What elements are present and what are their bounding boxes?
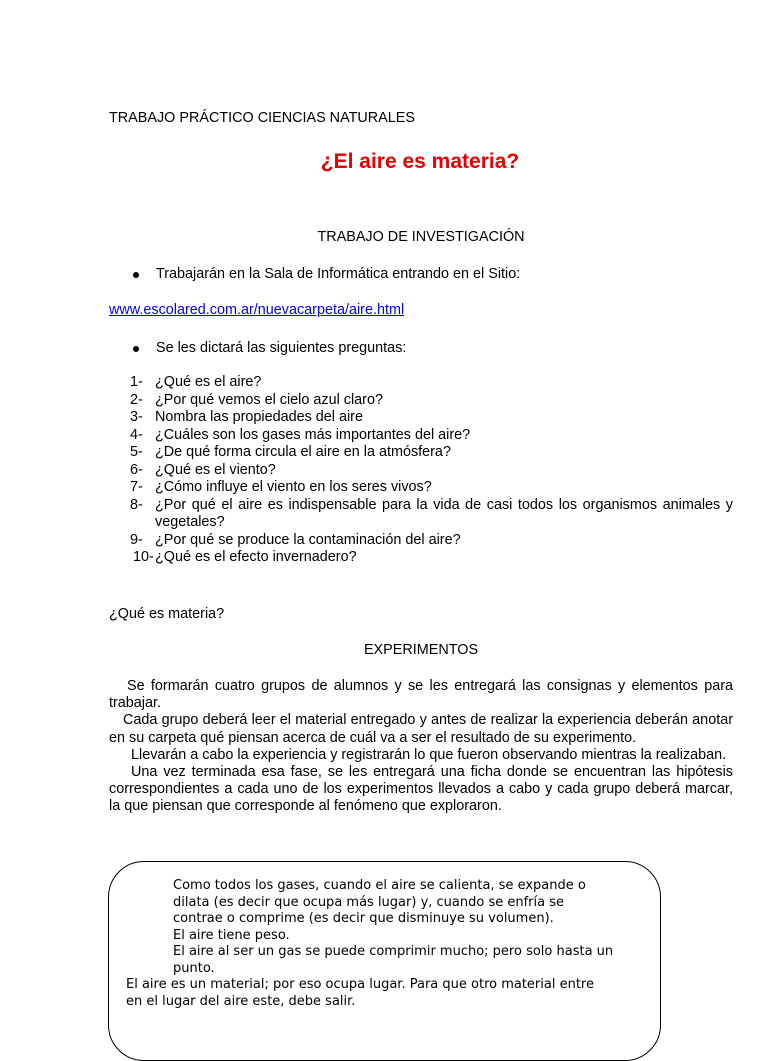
- question-number: 10-: [133, 549, 154, 565]
- question-number: 9-: [130, 531, 143, 548]
- box-line: dilata (es decir que ocupa más lugar) y, cuando se enfría se: [173, 894, 564, 910]
- bullet-icon: [133, 346, 139, 352]
- question-number: 2-: [130, 391, 143, 408]
- bullet-icon: [133, 272, 139, 278]
- question-text: ¿Por qué el aire es indispensable para la vida de casi todos los organismos animales y vegetales?: [155, 496, 733, 530]
- paragraph: Se formarán cuatro grupos de alumnos y se les entregará las consignas y elementos para trabajar.: [109, 678, 733, 712]
- question-text: ¿Por qué vemos el cielo azul claro?: [155, 391, 383, 408]
- question-item: [109, 374, 733, 392]
- bullet-text: Se les dictará las siguientes preguntas:: [156, 340, 407, 356]
- question-item: [109, 392, 733, 410]
- box-line: en el lugar del aire este, debe salir.: [126, 993, 356, 1009]
- question-item: [109, 444, 733, 462]
- box-line: El aire tiene peso.: [173, 927, 290, 943]
- question-text: ¿Cómo influye el viento en los seres vivos?: [155, 479, 432, 495]
- questions-list: [109, 374, 733, 567]
- question-item: [109, 462, 733, 480]
- box-line: punto.: [173, 960, 215, 976]
- site-link[interactable]: www.escolared.com.ar/nuevacarpeta/aire.html: [109, 302, 405, 318]
- page-title: ¿El aire es materia?: [320, 150, 520, 173]
- section-title-experiments: EXPERIMENTOS: [363, 642, 479, 658]
- bullet-text: Trabajarán en la Sala de Informática entrando en el Sitio:: [156, 266, 521, 282]
- question-number: 4-: [130, 426, 143, 443]
- box-line: Como todos los gases, cuando el aire se calienta, se expande o: [173, 878, 586, 893]
- paragraph: Llevarán a cabo la experiencia y registrarán lo que fueron observando mientras la realizaban.: [131, 746, 727, 763]
- question-text: Nombra las propiedades del aire: [155, 409, 363, 425]
- question-text: ¿Cuáles son los gases más importantes del aire?: [155, 426, 471, 443]
- question-text: ¿De qué forma circula el aire en la atmósfera?: [155, 444, 451, 460]
- question-number: 3-: [130, 409, 143, 425]
- hypothesis-box-text: [126, 878, 656, 1010]
- box-line: contrae o comprime (es decir que disminuye su volumen).: [173, 911, 554, 926]
- question-item: [109, 427, 733, 445]
- paragraph: Una vez terminada esa fase, se les entregará una ficha donde se encuentran las hipótesis correspondientes a cada uno de los experimentos llevados a cabo y cada grupo deberá marcar, la que piensan que corresponde al fenómeno que exploraron.: [109, 764, 733, 815]
- box-line: El aire al ser un gas se puede comprimir mucho; pero solo hasta un: [173, 944, 614, 959]
- question-text: ¿Por qué se produce la contaminación del aire?: [155, 531, 461, 548]
- question-number: 8-: [130, 496, 143, 513]
- section-title-investigation: TRABAJO DE INVESTIGACIÓN: [317, 229, 525, 245]
- question-item: [109, 532, 733, 550]
- question-item: [109, 479, 733, 497]
- question-number: 7-: [130, 479, 143, 495]
- paragraph: Cada grupo deberá leer el material entregado y antes de realizar la experiencia deberán anotar en su carpeta qué piensan acerca de cuál va a ser el resultado de su experimento.: [109, 712, 733, 746]
- materia-question: ¿Qué es materia?: [109, 606, 225, 622]
- question-item: [109, 497, 733, 532]
- question-item: [109, 409, 733, 427]
- question-number: 1-: [130, 374, 143, 390]
- question-item: [109, 549, 733, 567]
- box-line: El aire es un material; por eso ocupa lugar. Para que otro material entre: [126, 977, 594, 992]
- question-text: ¿Qué es el efecto invernadero?: [155, 549, 357, 565]
- document-header: TRABAJO PRÁCTICO CIENCIAS NATURALES: [109, 110, 415, 126]
- experiments-body: [109, 678, 733, 816]
- question-number: 6-: [130, 461, 143, 478]
- question-number: 5-: [130, 444, 143, 460]
- question-text: ¿Qué es el aire?: [155, 374, 262, 390]
- question-text: ¿Qué es el viento?: [155, 461, 276, 478]
